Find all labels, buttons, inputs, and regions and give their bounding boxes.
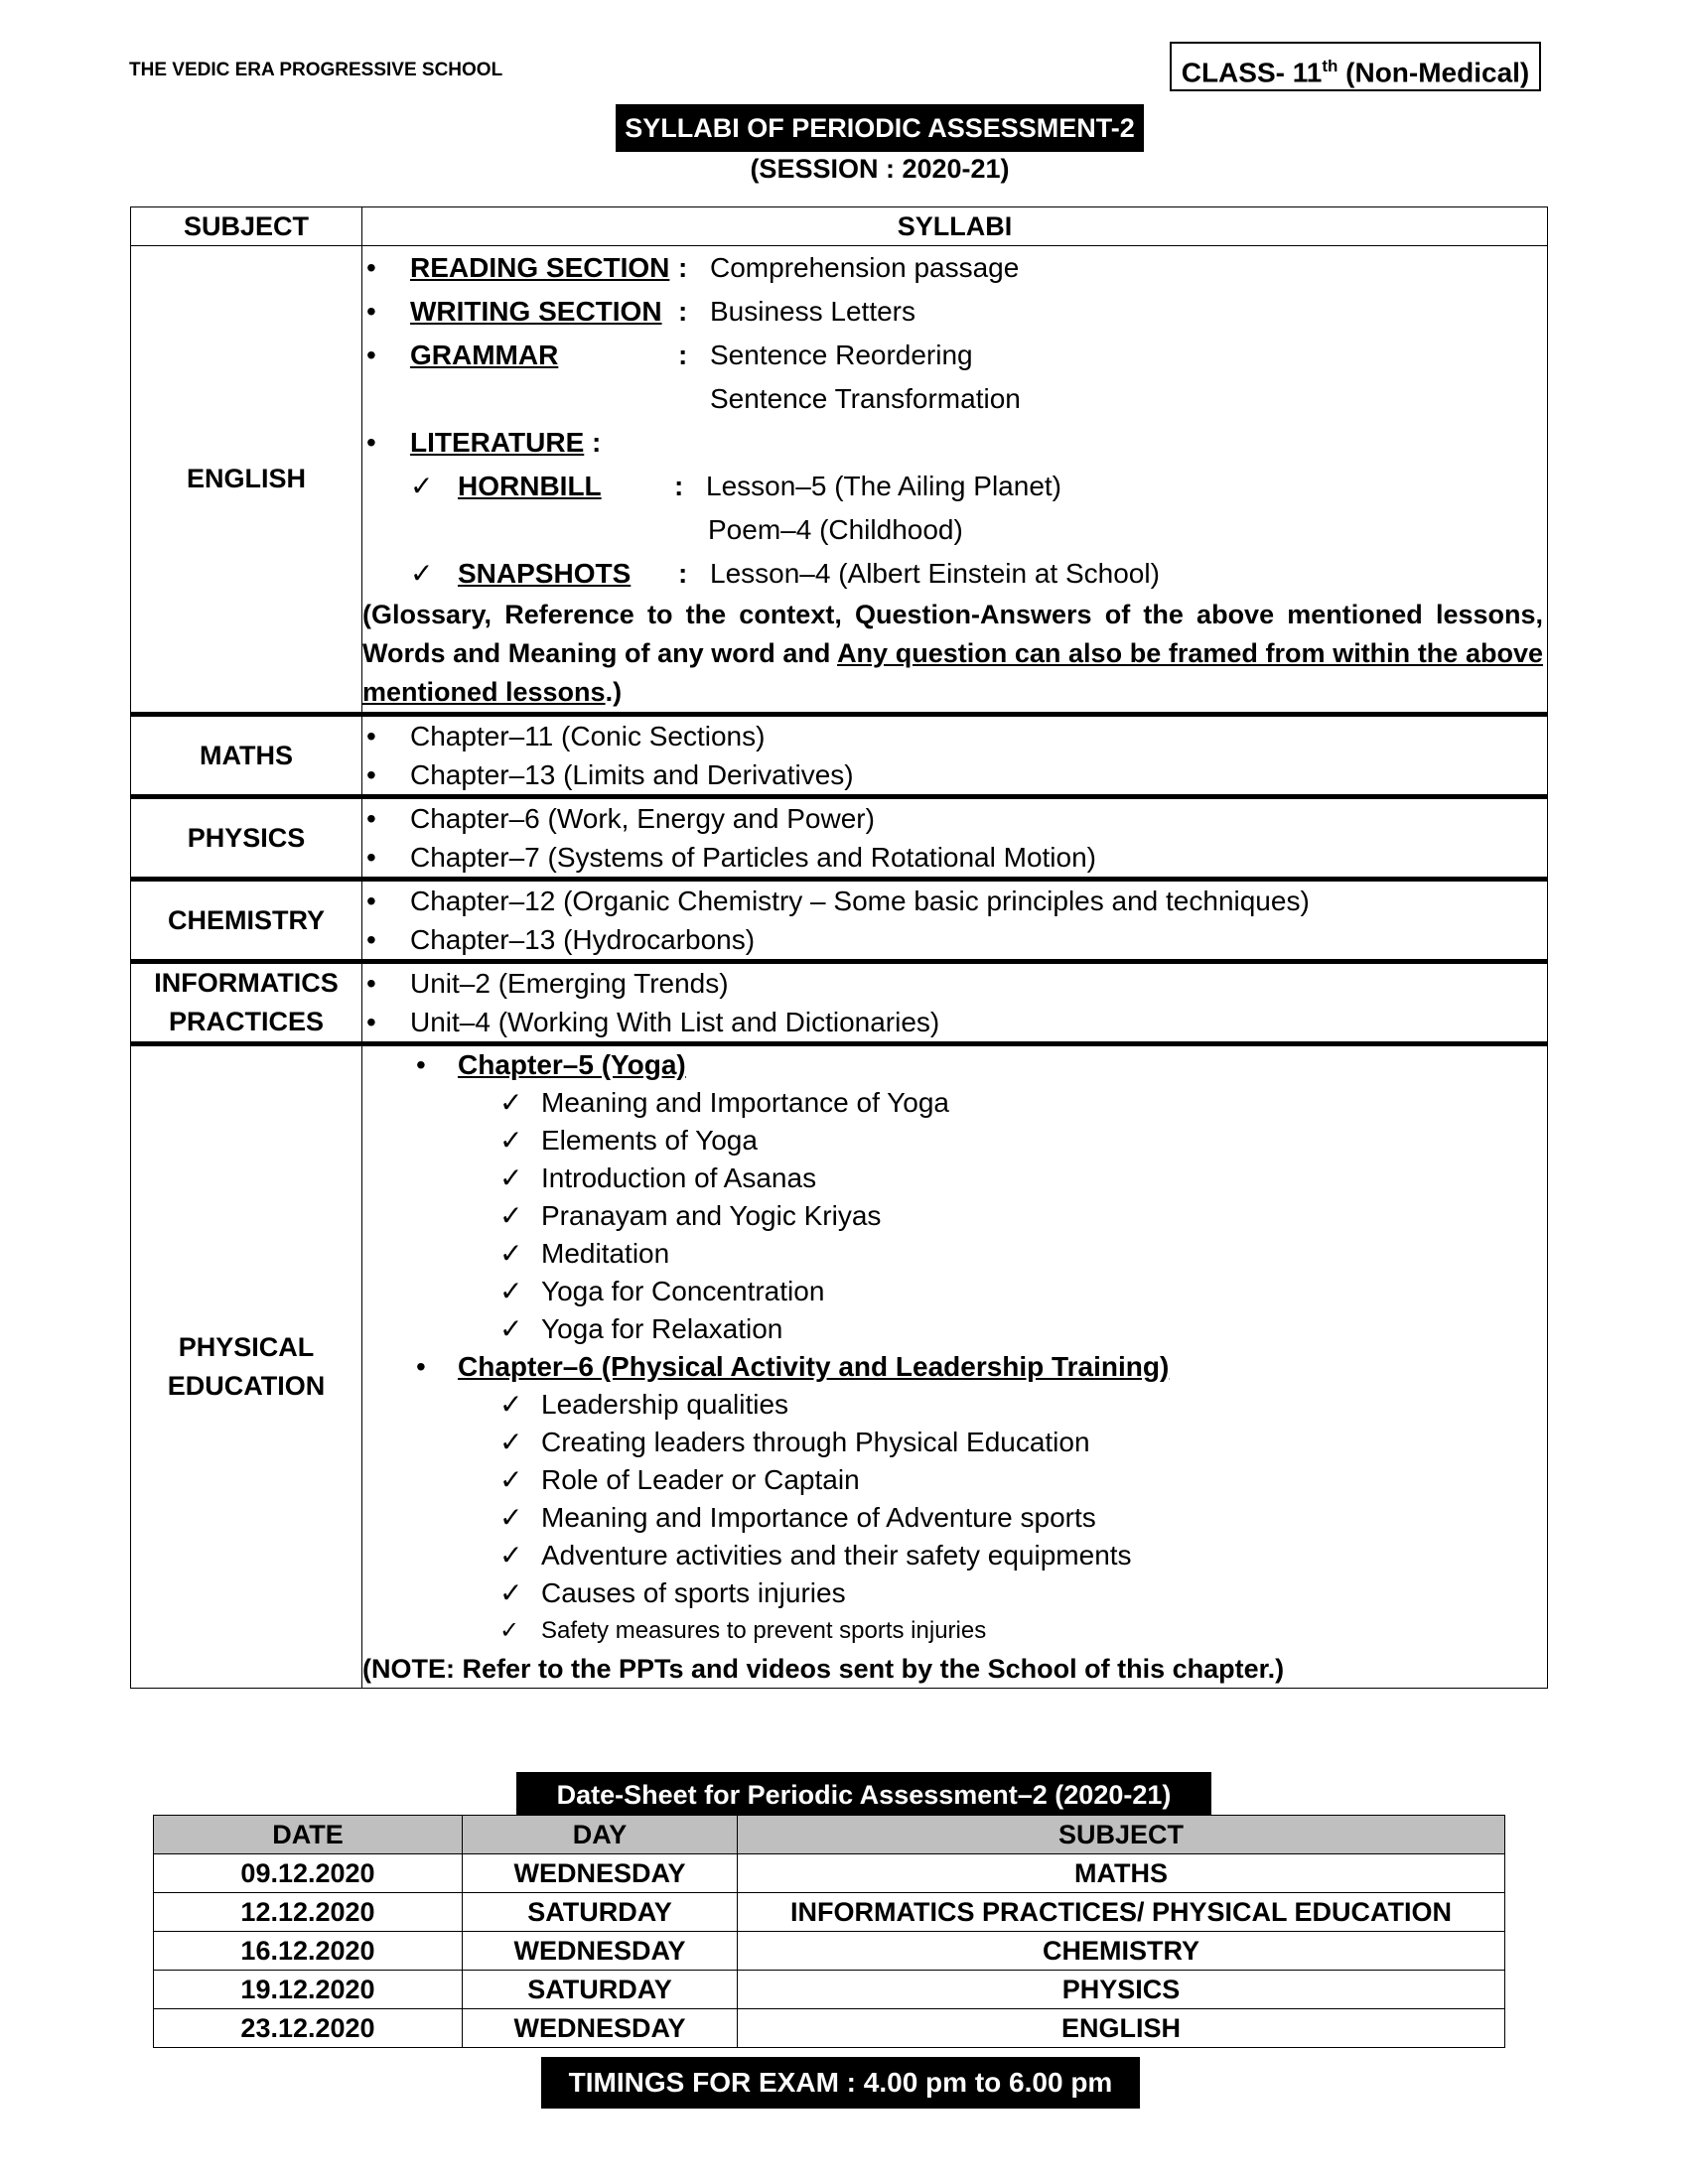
writing-value: Business Letters: [710, 296, 915, 327]
list-item: ✓ Safety measures to prevent sports injuries: [362, 1612, 1547, 1650]
reading-value: Comprehension passage: [710, 252, 1020, 283]
date-cell: 12.12.2020: [154, 1893, 463, 1932]
chemistry-syllabus: [362, 880, 1548, 962]
day-cell: SATURDAY: [463, 1893, 738, 1932]
pe-chapter6-list: [362, 1386, 1547, 1612]
list-item: ✓ HORNBILL : Lesson–5 (The Ailing Planet): [362, 465, 1547, 508]
subject-chemistry: CHEMISTRY: [131, 880, 362, 962]
school-name: THE VEDIC ERA PROGRESSIVE SCHOOL: [129, 60, 503, 80]
list-item: ✓ Pranayam and Yogic Kriyas: [362, 1197, 1547, 1235]
list-item: ✓ Role of Leader or Captain: [362, 1461, 1547, 1499]
check-icon: ✓: [410, 471, 434, 501]
class-suffix: (Non-Medical): [1337, 57, 1530, 88]
list-item: ✓ Meaning and Importance of Yoga: [362, 1084, 1547, 1122]
maths-syllabus: [362, 715, 1548, 797]
subject-cell: CHEMISTRY: [738, 1932, 1505, 1971]
table-row: [154, 1932, 1505, 1971]
list-item: • LITERATURE :: [366, 427, 602, 458]
hornbill-value-1: Lesson–5 (The Ailing Planet): [706, 471, 1061, 501]
list-item: [362, 508, 1547, 552]
pe-chapter6: Chapter–6 (Physical Activity and Leadership Training): [458, 1351, 1170, 1382]
list-item: ✓ Yoga for Concentration: [362, 1273, 1547, 1310]
datesheet-header-row: [154, 1816, 1505, 1854]
list-item: • Unit–2 (Emerging Trends): [366, 968, 729, 999]
date-cell: 16.12.2020: [154, 1932, 463, 1971]
hornbill-label: HORNBILL: [458, 471, 602, 501]
row-chemistry: [131, 880, 1548, 962]
row-informatics-practices: [131, 962, 1548, 1044]
writing-label: WRITING SECTION: [410, 296, 662, 327]
check-icon: ✓: [499, 1200, 523, 1231]
snapshots-value: Lesson–4 (Albert Einstein at School): [710, 558, 1160, 589]
ip-syllabus: [362, 962, 1548, 1044]
list-item: ✓ Elements of Yoga: [362, 1122, 1547, 1160]
subject-maths: MATHS: [131, 715, 362, 797]
english-syllabus: [362, 246, 1548, 715]
datesheet-table: [153, 1815, 1505, 2048]
check-icon: ✓: [499, 1162, 523, 1193]
col-syllabi: SYLLABI: [362, 207, 1548, 246]
pe-syllabus: [362, 1044, 1548, 1689]
list-item: • Unit–4 (Working With List and Dictionaries): [366, 1007, 940, 1037]
check-icon: ✓: [499, 1540, 523, 1570]
subject-cell: INFORMATICS PRACTICES/ PHYSICAL EDUCATION: [738, 1893, 1505, 1932]
list-item: • Chapter–12 (Organic Chemistry – Some basic principles and techniques): [366, 886, 1310, 916]
table-row: [154, 2009, 1505, 2048]
class-sup: th: [1322, 57, 1338, 75]
list-item: • Chapter–6 (Physical Activity and Leadership Training): [362, 1348, 1547, 1386]
english-note-underlined: Any question can also be framed from within the above mentioned lessons: [362, 638, 1544, 707]
table-row: [154, 1854, 1505, 1893]
day-cell: WEDNESDAY: [463, 1854, 738, 1893]
subject-english: ENGLISH: [131, 246, 362, 715]
col-subject: SUBJECT: [131, 207, 362, 246]
col-day: DAY: [463, 1816, 738, 1854]
check-icon: ✓: [499, 1502, 523, 1533]
list-item: • WRITING SECTION : Business Letters: [362, 290, 1547, 334]
list-item: • READING SECTION : Comprehension passage: [362, 246, 1547, 290]
check-icon: ✓: [499, 1389, 523, 1420]
col-subject: SUBJECT: [738, 1816, 1505, 1854]
day-cell: WEDNESDAY: [463, 2009, 738, 2048]
reading-label: READING SECTION: [410, 252, 670, 283]
list-item: ✓ Creating leaders through Physical Education: [362, 1424, 1547, 1461]
col-date: DATE: [154, 1816, 463, 1854]
grammar-value-1: Sentence Reordering: [710, 340, 973, 370]
check-icon: ✓: [499, 1577, 523, 1608]
row-english: [131, 246, 1548, 715]
row-maths: [131, 715, 1548, 797]
class-prefix: CLASS- 11: [1181, 57, 1323, 88]
list-item: • Chapter–13 (Hydrocarbons): [366, 924, 756, 955]
list-item: ✓ Adventure activities and their safety equipments: [362, 1537, 1547, 1574]
pe-chapter5: Chapter–5 (Yoga): [458, 1049, 686, 1080]
literature-label: LITERATURE: [410, 427, 585, 458]
list-item: ✓ Causes of sports injuries: [362, 1574, 1547, 1612]
subject-physical-education: PHYSICAL EDUCATION: [131, 1044, 362, 1689]
list-item: ✓ Yoga for Relaxation: [362, 1310, 1547, 1348]
syllabus-header-row: [131, 207, 1548, 246]
english-note: (Glossary, Reference to the context, Question-Answers of the above mentioned lessons, Words and Meaning of any word and Any question can also be framed from within the above mentioned lessons.): [362, 600, 1544, 707]
list-item: • Chapter–11 (Conic Sections): [366, 721, 766, 751]
subject-cell: PHYSICS: [738, 1971, 1505, 2009]
list-item: • GRAMMAR : Sentence Reordering: [362, 334, 1547, 377]
subject-informatics-practices: INFORMATICS PRACTICES: [131, 962, 362, 1044]
class-box: [1170, 42, 1541, 91]
date-cell: 23.12.2020: [154, 2009, 463, 2048]
check-icon: ✓: [499, 1427, 523, 1457]
check-icon: ✓: [499, 1125, 523, 1156]
subject-physics: PHYSICS: [131, 797, 362, 880]
list-item: ✓ SNAPSHOTS : Lesson–4 (Albert Einstein at School): [362, 552, 1547, 596]
table-row: [154, 1971, 1505, 2009]
list-item: • Chapter–7 (Systems of Particles and Rotational Motion): [366, 842, 1096, 873]
datesheet-title: Date-Sheet for Periodic Assessment–2 (2020-21): [516, 1772, 1211, 1816]
check-icon: ✓: [410, 558, 434, 589]
list-item: • Chapter–6 (Work, Energy and Power): [366, 803, 875, 834]
date-cell: 09.12.2020: [154, 1854, 463, 1893]
exam-timings: TIMINGS FOR EXAM : 4.00 pm to 6.00 pm: [541, 2057, 1140, 2109]
check-icon: ✓: [499, 1464, 523, 1495]
row-physics: [131, 797, 1548, 880]
syllabus-table: [130, 206, 1548, 1689]
check-icon: ✓: [499, 1313, 523, 1344]
list-item: ✓ Leadership qualities: [362, 1386, 1547, 1424]
physics-syllabus: [362, 797, 1548, 880]
pe-chapter5-list: [362, 1084, 1547, 1348]
grammar-value-2: Sentence Transformation: [710, 383, 1021, 414]
check-icon: ✓: [499, 1238, 523, 1269]
check-icon: ✓: [499, 1087, 523, 1118]
check-icon: ✓: [499, 1276, 523, 1306]
snapshots-label: SNAPSHOTS: [458, 558, 632, 589]
grammar-label: GRAMMAR: [410, 340, 559, 370]
list-item: ✓ Introduction of Asanas: [362, 1160, 1547, 1197]
pe-note: (NOTE: Refer to the PPTs and videos sent by the School of this chapter.): [362, 1654, 1285, 1684]
row-physical-education: [131, 1044, 1548, 1689]
list-item: • Chapter–13 (Limits and Derivatives): [366, 759, 854, 790]
subject-cell: MATHS: [738, 1854, 1505, 1893]
table-row: [154, 1893, 1505, 1932]
hornbill-value-2: Poem–4 (Childhood): [708, 514, 963, 545]
check-icon: ✓: [499, 1617, 520, 1644]
date-cell: 19.12.2020: [154, 1971, 463, 2009]
day-cell: SATURDAY: [463, 1971, 738, 2009]
subject-cell: ENGLISH: [738, 2009, 1505, 2048]
page-title: SYLLABI OF PERIODIC ASSESSMENT-2: [616, 104, 1144, 152]
day-cell: WEDNESDAY: [463, 1932, 738, 1971]
list-item: ✓ Meaning and Importance of Adventure sports: [362, 1499, 1547, 1537]
list-item: [362, 377, 1547, 421]
session-label: (SESSION : 2020-21): [750, 154, 1010, 184]
list-item: ✓ Meditation: [362, 1235, 1547, 1273]
list-item: • Chapter–5 (Yoga): [362, 1046, 1547, 1084]
